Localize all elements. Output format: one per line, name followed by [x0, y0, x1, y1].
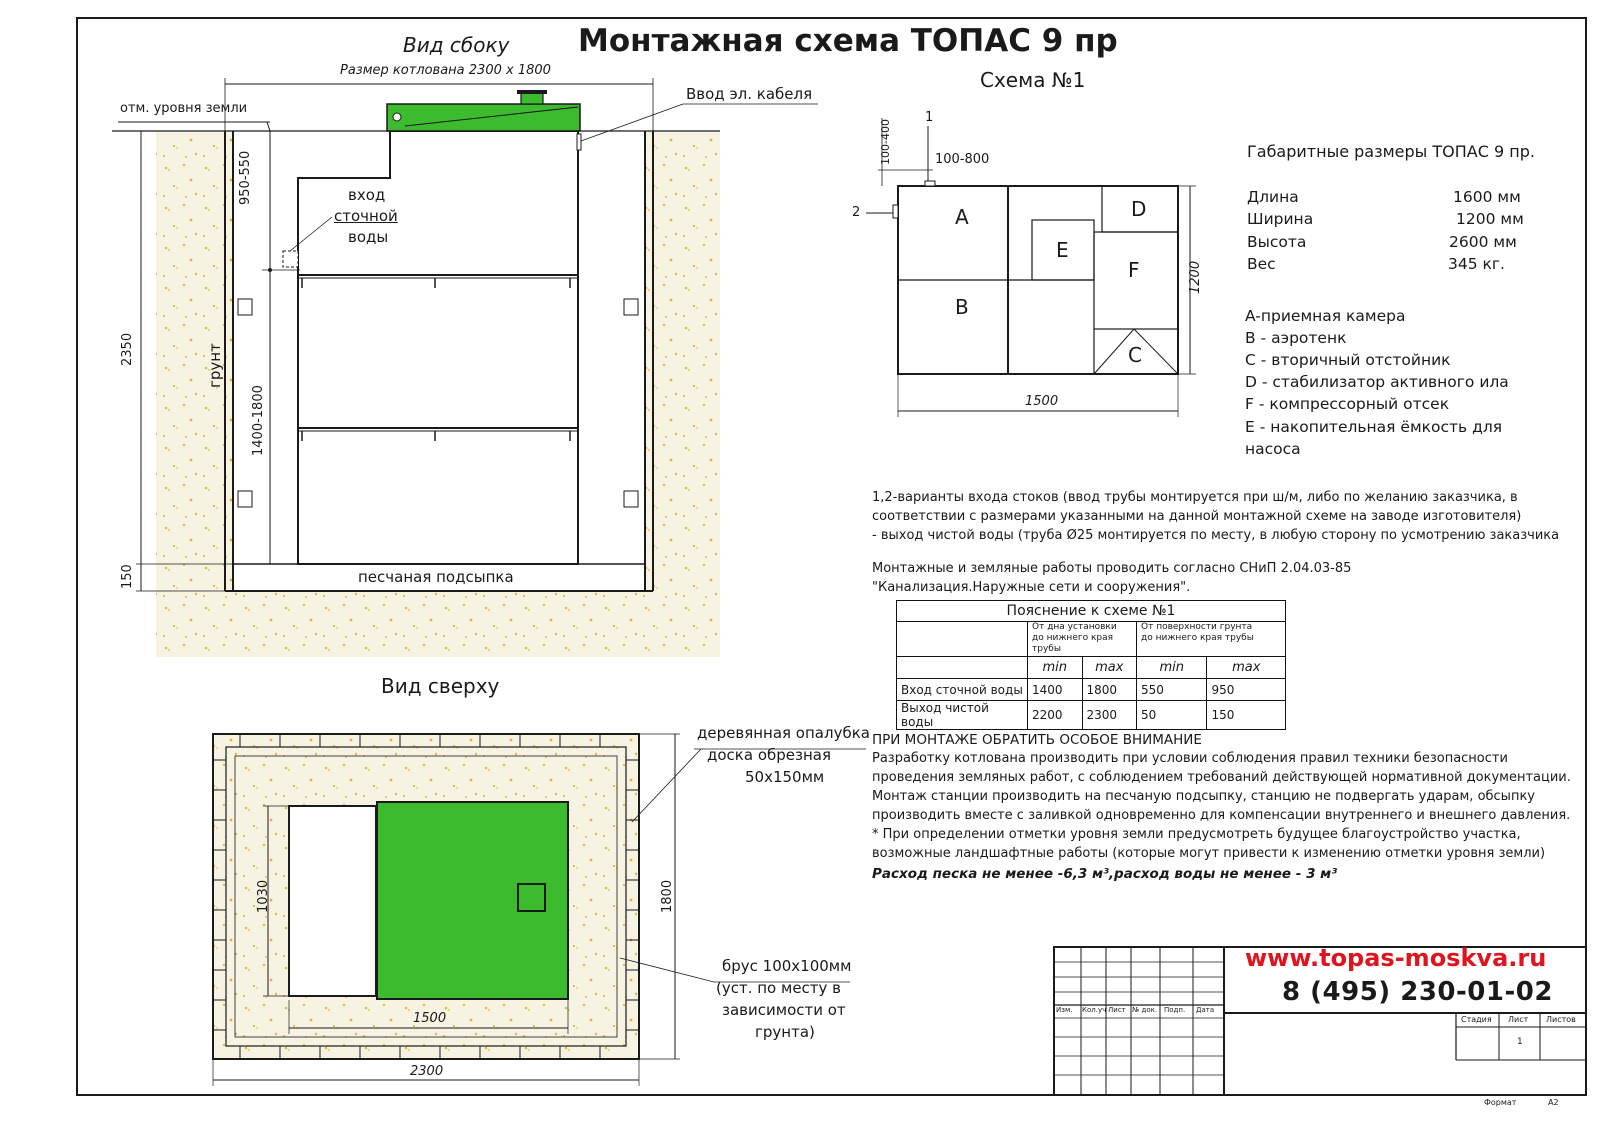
group-1-line: до нижнего края трубы: [1032, 633, 1114, 654]
row-value: 50: [1137, 701, 1207, 730]
website-link[interactable]: www.topas-moskva.ru: [1245, 944, 1547, 972]
cell-d: D: [1131, 197, 1147, 221]
legend-item: C - вторичный отстойник: [1245, 351, 1451, 369]
table-caption: Пояснение к схеме №1: [897, 601, 1286, 622]
sand-bed-label: песчаная подсыпка: [358, 568, 514, 586]
row-value: 150: [1207, 701, 1286, 730]
group-2-line: От поверхности грунта: [1141, 622, 1253, 632]
row-value: 950: [1207, 679, 1286, 701]
consumption-note: Расход песка не менее -6,3 м³,расход воды не менее - 3 м³: [872, 866, 1338, 882]
note-line: соответствии с размерами указанными на данной монтажной схеме на заводе изготовителя): [872, 509, 1522, 524]
table-subhead: min: [1137, 657, 1207, 679]
table-corner: [897, 622, 1028, 657]
row-value: 1800: [1082, 679, 1137, 701]
row-label: Вход сточной воды: [897, 679, 1028, 701]
dim-1500-top: 1500: [413, 1011, 447, 1026]
beam-label-1: брус 100х100мм: [722, 957, 852, 975]
attention-line: возможные ландшафтные работы (которые могут привести к изменению отметки уровня земли): [872, 846, 1546, 861]
attention-heading: ПРИ МОНТАЖЕ ОБРАТИТЬ ОСОБОЕ ВНИМАНИЕ: [872, 732, 1202, 748]
phone-number: 8 (495) 230-01-02: [1282, 977, 1553, 1007]
top-view-heading: Вид сверху: [381, 674, 500, 698]
legend-item: E - накопительная ёмкость для: [1245, 418, 1503, 436]
row-value: 1400: [1028, 679, 1083, 701]
tb-sheet-no: 1: [1517, 1037, 1523, 1047]
group-2-line: до нижнего края трубы: [1141, 633, 1254, 643]
dim-2350: 2350: [120, 332, 135, 366]
beam-label-4: грунта): [755, 1023, 815, 1041]
dim-950-550: 950-550: [238, 150, 253, 205]
table-blank: [897, 657, 1028, 679]
attention-line: * При определении отметки уровня земли предусмотреть будущее благоустройство участка,: [872, 827, 1521, 842]
tb-format-label: Формат: [1484, 1098, 1517, 1107]
legend-item: F - компрессорный отсек: [1245, 395, 1450, 413]
dim-row-name: Длина: [1247, 188, 1299, 206]
tb-col: Дата: [1196, 1006, 1215, 1014]
row-label: Выход чистой воды: [897, 701, 1028, 730]
page-title: Монтажная схема ТОПАС 9 пр: [578, 23, 1118, 59]
table-subhead: max: [1207, 657, 1286, 679]
legend-item: A-приемная камера: [1245, 307, 1406, 325]
dim-2300: 2300: [410, 1064, 444, 1079]
row-value: 2200: [1028, 701, 1083, 730]
note-line: 1,2-варианты входа стоков (ввод трубы монтируется при ш/м, либо по желанию заказчика, в: [872, 490, 1518, 505]
dim-row-value: 2600 мм: [1449, 233, 1517, 251]
tb-stage-head: Листов: [1546, 1015, 1576, 1024]
table-subhead: max: [1082, 657, 1137, 679]
table-row: [897, 701, 1286, 730]
attention-line: Монтаж станции производить на песчаную подсыпку, станцию не подвергать ударам, обсыпку: [872, 789, 1535, 804]
table-row: [897, 679, 1286, 701]
dim-1030: 1030: [256, 879, 271, 913]
group-1-line: От дна установки: [1032, 622, 1117, 632]
beam-label-2: (уст. по месту в: [716, 979, 842, 997]
dim-1500-scheme: 1500: [1025, 394, 1059, 409]
attention-line: проведения земляных работ, с соблюдением требований действующей нормативной документации.: [872, 770, 1571, 785]
tb-col: Кол.уч: [1082, 1006, 1107, 1014]
dim-100-400: 100-400: [879, 119, 892, 165]
attention-line: Разработку котлована производить при условии соблюдения правил техники безопасности: [872, 751, 1508, 766]
tb-col: № док.: [1132, 1006, 1158, 1014]
cell-a: A: [955, 205, 969, 229]
table-subhead: min: [1028, 657, 1083, 679]
note-line: Монтажные и земляные работы проводить согласно СНиП 2.04.03-85: [872, 561, 1352, 576]
dimensions-heading: Габаритные размеры ТОПАС 9 пр.: [1247, 142, 1535, 161]
dim-row-name: Ширина: [1247, 210, 1314, 228]
tb-col: Лист: [1108, 1006, 1126, 1014]
ground-mark-label: отм. уровня земли: [120, 101, 248, 116]
mark-2: 2: [852, 205, 861, 220]
beam-label-3: зависимости от: [722, 1001, 846, 1019]
table-group-1: [1028, 622, 1137, 657]
pit-size-label: Размер котлована 2300 x 1800: [340, 63, 551, 78]
inlet-label-1: вход: [348, 186, 386, 204]
tb-col: Подп.: [1164, 1006, 1186, 1014]
note-line: - выход чистой воды (труба Ø25 монтируется по месту, в любую сторону по усмотрению заказчика: [872, 528, 1560, 543]
legend-item: B - аэротенк: [1245, 329, 1347, 347]
legend-item: D - стабилизатор активного ила: [1245, 373, 1509, 391]
dim-row-value: 345 кг.: [1448, 255, 1505, 273]
explanation-table: [896, 600, 1286, 730]
row-value: 550: [1137, 679, 1207, 701]
legend-item: насоса: [1245, 440, 1301, 458]
inlet-label-2: сточной: [334, 207, 398, 225]
dim-150: 150: [120, 564, 135, 589]
dim-row-value: 1600 мм: [1453, 188, 1521, 206]
cell-e: E: [1056, 238, 1069, 262]
dim-1200: 1200: [1188, 260, 1203, 294]
dim-100-800: 100-800: [935, 152, 990, 167]
soil-label: грунт: [206, 343, 224, 388]
attention-line: производить вместе с заливкой одновременно для компенсации внутреннего и внешнего давления.: [872, 808, 1571, 823]
dim-row-name: Вес: [1247, 255, 1276, 273]
note-line: "Канализация.Наружные сети и сооружения".: [872, 580, 1191, 595]
tank-body: [298, 131, 578, 564]
formwork-label-2: доска обрезная: [707, 746, 831, 764]
scheme-1: [866, 118, 1196, 417]
dim-row-value: 1200 мм: [1456, 210, 1524, 228]
dim-1400-1800: 1400-1800: [251, 385, 266, 456]
dim-1800: 1800: [660, 879, 675, 913]
cable-input-label: Ввод эл. кабеля: [686, 85, 813, 103]
row-value: 2300: [1082, 701, 1137, 730]
formwork-label-1: деревянная опалубка: [697, 724, 870, 742]
scheme-heading: Схема №1: [980, 68, 1086, 92]
cell-f: F: [1128, 258, 1140, 282]
tb-col: Изм.: [1056, 1006, 1073, 1014]
cell-c: C: [1128, 343, 1142, 367]
mark-1: 1: [925, 110, 934, 125]
cell-b: B: [955, 295, 969, 319]
tb-format-value: А2: [1548, 1098, 1559, 1107]
table-group-2: [1137, 622, 1286, 657]
top-tank-white: [289, 806, 376, 996]
tb-stage-head: Лист: [1508, 1015, 1529, 1024]
formwork-label-3: 50х150мм: [745, 768, 825, 786]
tb-stage-head: Стадия: [1461, 1015, 1492, 1024]
dim-row-name: Высота: [1247, 233, 1307, 251]
side-view-heading: Вид сбоку: [403, 33, 510, 57]
inlet-label-3: воды: [348, 228, 389, 246]
